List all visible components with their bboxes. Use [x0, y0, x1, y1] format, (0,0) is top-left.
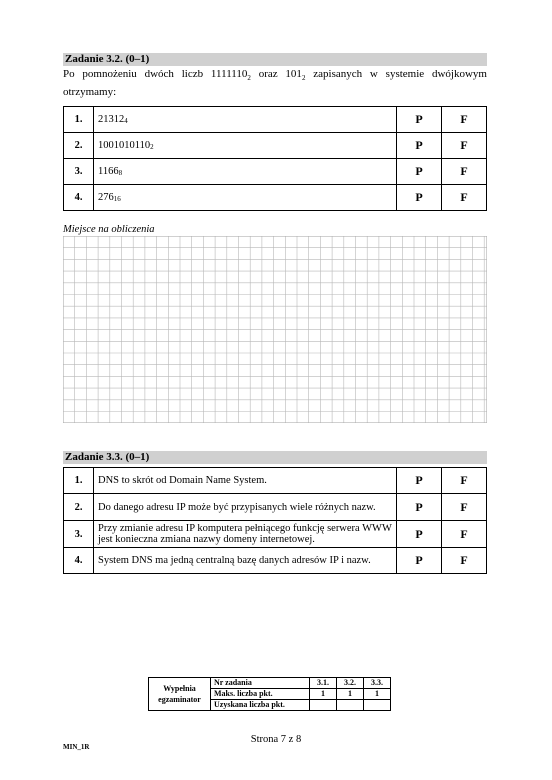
false-option[interactable]: F — [442, 548, 487, 574]
answer-row — [64, 185, 487, 211]
answer-row — [64, 107, 487, 133]
true-option[interactable]: P — [397, 521, 442, 548]
task-3-3-answer-table — [63, 467, 487, 574]
statement-row — [64, 548, 487, 574]
examiner-score-table — [148, 677, 391, 711]
false-option[interactable]: F — [442, 521, 487, 548]
row-number: 3. — [64, 521, 94, 548]
answer-value: $276_{16}$ — [94, 185, 397, 211]
exam-code: MIN_1R — [63, 743, 90, 751]
row-number: 2. — [64, 494, 94, 521]
answer-row — [64, 133, 487, 159]
task-3-2-intro: Po pomnożeniu dwóch liczb $1111110_2$ oraz $101_2$ zapisanych w systemie dwójkowym otrzymamy: — [63, 68, 487, 99]
examiner-fill-label: Wypełnia egzaminator — [149, 678, 211, 711]
true-option[interactable]: P — [397, 494, 442, 521]
true-option[interactable]: P — [397, 185, 442, 211]
statement-text: Do danego adresu IP może być przypisanych wiele różnych nazw. — [94, 494, 397, 521]
row-number: 2. — [64, 133, 94, 159]
task-code: 3.1. — [310, 678, 337, 689]
obtained-points-field[interactable] — [364, 700, 391, 711]
max-points-label: Maks. liczba pkt. — [211, 689, 310, 700]
task-3-2-answer-table — [63, 106, 487, 211]
true-option[interactable]: P — [397, 548, 442, 574]
task-3-2-header: Zadanie 3.2. (0–1) — [63, 53, 487, 66]
true-option[interactable]: P — [397, 159, 442, 185]
statement-text: DNS to skrót od Domain Name System. — [94, 468, 397, 494]
false-option[interactable]: F — [442, 468, 487, 494]
false-option[interactable]: F — [442, 494, 487, 521]
task-number-label: Nr zadania — [211, 678, 310, 689]
max-points-value: 1 — [310, 689, 337, 700]
true-option[interactable]: P — [397, 107, 442, 133]
false-option[interactable]: F — [442, 159, 487, 185]
row-number: 1. — [64, 468, 94, 494]
statement-row — [64, 468, 487, 494]
page-number: Strona 7 z 8 — [250, 734, 302, 745]
statement-row — [64, 521, 487, 548]
row-number: 1. — [64, 107, 94, 133]
row-number: 3. — [64, 159, 94, 185]
task-code: 3.2. — [337, 678, 364, 689]
row-number: 4. — [64, 548, 94, 574]
answer-row — [64, 159, 487, 185]
false-option[interactable]: F — [442, 107, 487, 133]
max-points-value: 1 — [364, 689, 391, 700]
false-option[interactable]: F — [442, 133, 487, 159]
row-number: 4. — [64, 185, 94, 211]
task-code: 3.3. — [364, 678, 391, 689]
statement-text: System DNS ma jedną centralną bazę danych adresów IP i nazw. — [94, 548, 397, 574]
answer-value: $1166_8$ — [94, 159, 397, 185]
true-option[interactable]: P — [397, 133, 442, 159]
false-option[interactable]: F — [442, 185, 487, 211]
scratch-grid[interactable] — [63, 236, 487, 423]
true-option[interactable]: P — [397, 468, 442, 494]
statement-row — [64, 494, 487, 521]
answer-value: $21312_4$ — [94, 107, 397, 133]
obtained-points-label: Uzyskana liczba pkt. — [211, 700, 310, 711]
max-points-value: 1 — [337, 689, 364, 700]
task-3-3-header: Zadanie 3.3. (0–1) — [63, 451, 487, 464]
scratch-label: Miejsce na obliczenia — [63, 224, 155, 235]
answer-value: $1001010110_2$ — [94, 133, 397, 159]
obtained-points-field[interactable] — [337, 700, 364, 711]
obtained-points-field[interactable] — [310, 700, 337, 711]
statement-text: Przy zmianie adresu IP komputera pełniącego funkcję serwera WWW jest konieczna zmiana nazwy domeny internetowej. — [94, 521, 397, 548]
